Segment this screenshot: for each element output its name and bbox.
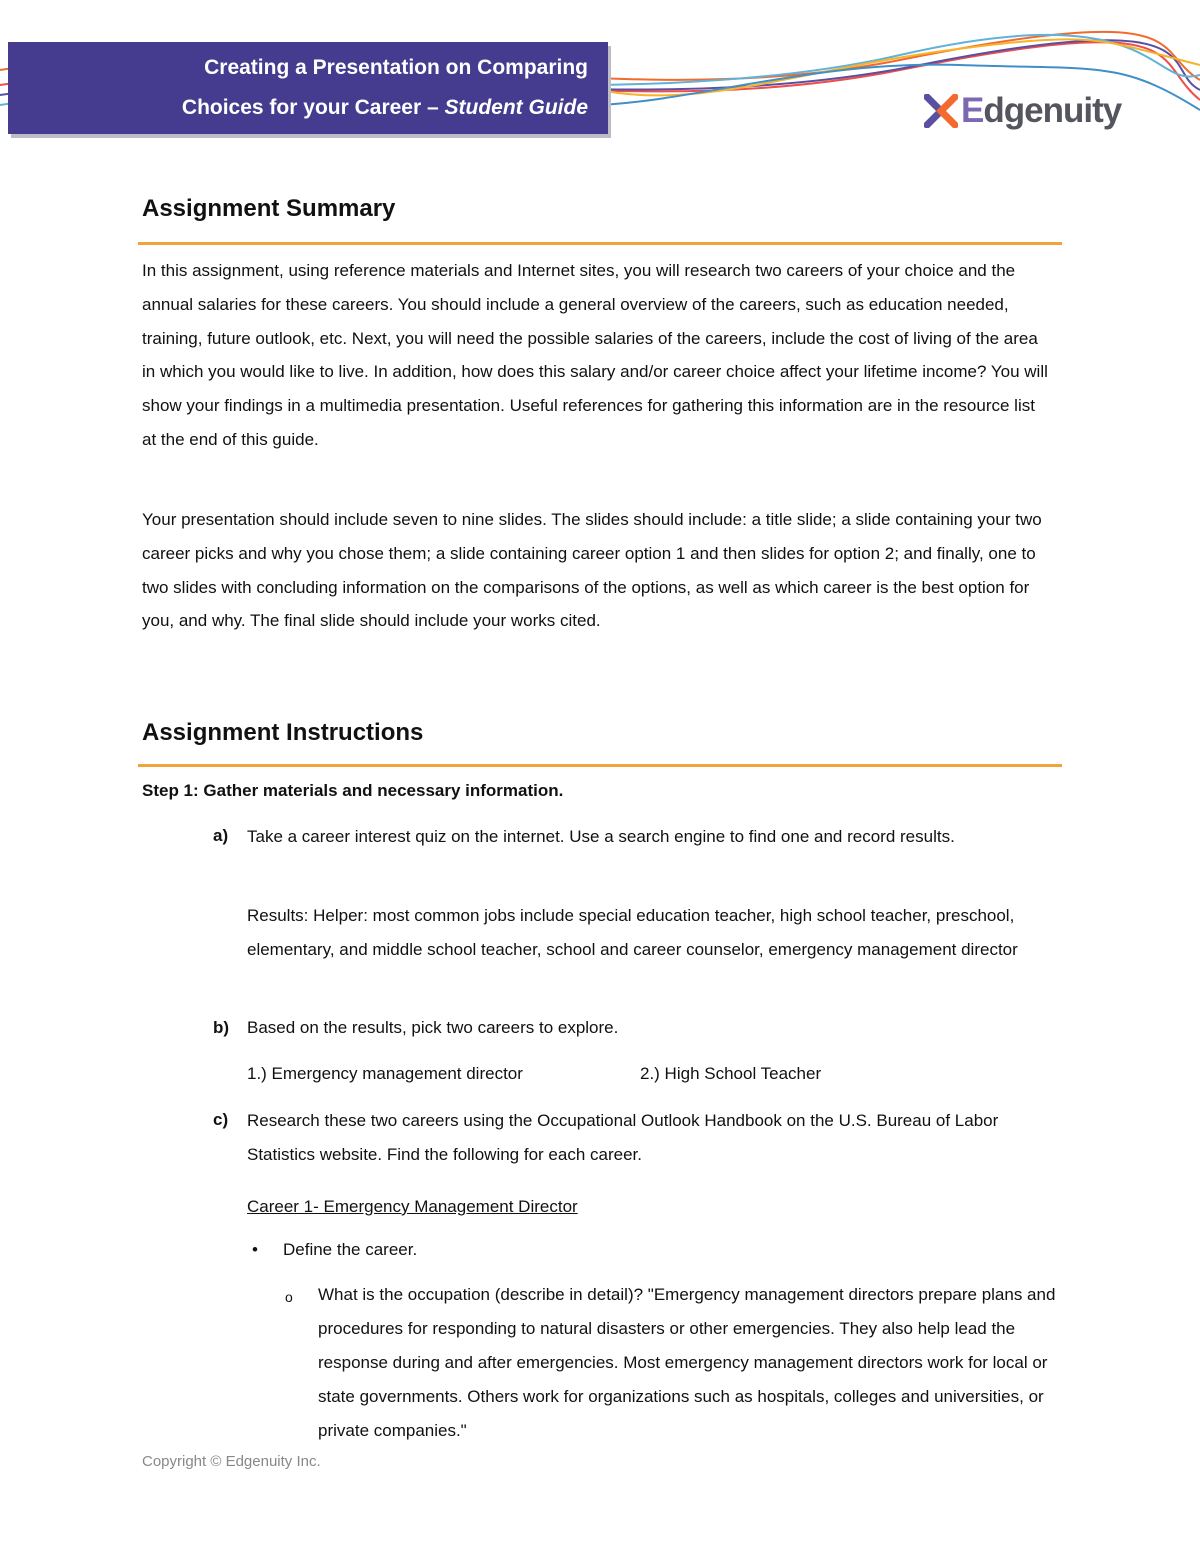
summary-divider bbox=[138, 242, 1062, 245]
summary-paragraph-2: Your presentation should include seven to nine slides. The slides should include: a title slide; a slide containing your two career picks and why you chose them; a slide containing career option 1 and then slides for option 2; and finally, one to two slides with concluding information on the comparisons of the options, as well as which career is the best option for you, and why. The final slide should include your works cited. bbox=[142, 510, 1042, 631]
document-title-banner bbox=[8, 42, 608, 134]
instructions-heading: Assignment Instructions bbox=[142, 719, 424, 746]
career-option-1: 1.) Emergency management director bbox=[247, 1064, 523, 1083]
item-a-text: Take a career interest quiz on the internet. Use a search engine to find one and record results. bbox=[247, 827, 955, 846]
item-c-text: Research these two careers using the Occupational Outlook Handbook on the U.S. Bureau of Labor Statistics website. Find the following for each career. bbox=[247, 1111, 999, 1164]
logo-letters-rest: dgenuity bbox=[983, 91, 1122, 130]
instructions-divider bbox=[138, 764, 1062, 767]
career-1-heading: Career 1- Emergency Management Director bbox=[247, 1197, 578, 1216]
career-option-2: 2.) High School Teacher bbox=[640, 1064, 822, 1083]
item-a-marker: a) bbox=[213, 826, 229, 845]
title-line-2 bbox=[8, 88, 588, 128]
bullet-define-career: Define the career. bbox=[283, 1240, 418, 1259]
title-line-1: Creating a Presentation on Comparing bbox=[204, 56, 588, 79]
copyright-footer: Copyright © Edgenuity Inc. bbox=[142, 1453, 321, 1470]
logo-x-icon bbox=[924, 94, 958, 128]
title-line-2-text: Choices for your Career – bbox=[181, 96, 445, 119]
sub-bullet-occupation-description: What is the occupation (describe in detail)? "Emergency management directors prepare plans and procedures for responding to natural disasters or other emergencies. They also help lead the response during and after emergencies. Most emergency management directors work for local or state governments. Others work for organizations such as hospitals, colleges and universities, or private companies." bbox=[318, 1285, 1056, 1440]
item-c-marker: c) bbox=[213, 1110, 229, 1129]
bullet-marker: • bbox=[252, 1240, 258, 1259]
item-b-marker: b) bbox=[213, 1018, 230, 1037]
edgenuity-logo bbox=[924, 91, 1121, 131]
logo-wordmark bbox=[961, 91, 1121, 131]
summary-heading: Assignment Summary bbox=[142, 195, 396, 222]
item-a-results: Results: Helper: most common jobs include special education teacher, high school teacher, preschool, elementary, and middle school teacher, school and career counselor, emergency management director bbox=[247, 906, 1018, 959]
summary-paragraph-1: In this assignment, using reference materials and Internet sites, you will research two careers of your choice and the annual salaries for these careers. You should include a general overview of the careers, such as education needed, training, future outlook, etc. Next, you will need the possible salaries of the careers, include the cost of living of the area in which you would like to live. In addition, how does this salary and/or career choice affect your lifetime income? You will show your findings in a multimedia presentation. Useful references for gathering this information are in the resource list at the end of this guide. bbox=[142, 261, 1048, 449]
sub-bullet-marker: o bbox=[285, 1289, 293, 1305]
title-student-guide: Student Guide bbox=[444, 96, 588, 119]
item-b-text: Based on the results, pick two careers to explore. bbox=[247, 1018, 619, 1037]
step-1-heading: Step 1: Gather materials and necessary information. bbox=[142, 781, 564, 800]
logo-letter-e: E bbox=[961, 91, 984, 130]
